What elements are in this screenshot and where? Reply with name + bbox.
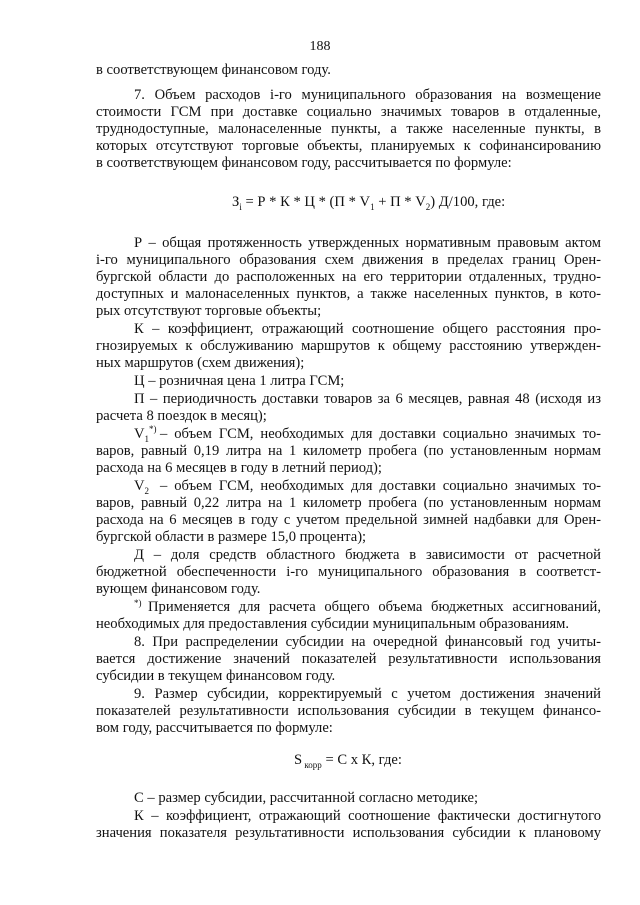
page-number: 188 [309, 39, 331, 54]
text-line: ных маршрутов (схем движения); [96, 355, 305, 371]
formula-s-corr: S $_{корр}$ = С х К, где: [294, 752, 402, 770]
text-line: в соответствующем финансовом году. [96, 62, 331, 78]
footnote-line: Применяется для расчета общего объема бюджетных ассигнований, [148, 599, 601, 615]
text-line: бургской области в размере 15,0 процента); [96, 529, 367, 545]
definition-s-line: С – размер субсидии, рассчитанной согласно методике; [134, 790, 479, 806]
text-line: вом году, рассчитывается по формуле: [96, 720, 333, 736]
text-line: которых отсутствуют торговые объекты, планируемых к софинансированию [96, 138, 601, 154]
text-line: в соответствующем финансовом году, рассчитывается по формуле: [96, 155, 512, 171]
definition-v1-line: – объем ГСМ, необходимых для доставки социально значимых то- [160, 426, 601, 442]
text-line: доступных и малонаселенных пунктов, а также населенных пунктов, в кото- [96, 286, 601, 302]
definition-c-line: Ц – розничная цена 1 литра ГСМ; [134, 373, 345, 389]
text-line: варов, равный 0,19 литра на 1 километр пробега (по установленным нормам [96, 443, 601, 459]
text-line: гнозируемых к обслуживанию маршрутов к общему расстоянию утвержден- [96, 338, 601, 354]
formula-z: $З_i = Р * К * Ц * (П * V_1 + П * V_2)$ Д/100, где: [232, 194, 506, 212]
text-line: варов, равный 0,22 литра на 1 километр пробега (по установленным нормам [96, 495, 601, 511]
definition-pi-line: П – периодичность доставки товаров за 6 месяцев, равная 48 (исходя из [134, 391, 601, 407]
text-line: рых отсутствуют торговые объекты; [96, 303, 322, 319]
text-line: расхода на 6 месяцев в году в летний период); [96, 460, 382, 476]
text-line: вующем финансовом году. [96, 581, 261, 597]
text-line: i-го муниципального образования схем движения в пределах границ Орен- [96, 252, 601, 268]
definition-k-line: К – коэффициент, отражающий соотношение общего расстояния про- [134, 321, 601, 337]
text-line: показателей результативности использования субсидии в текущем финансо- [96, 703, 601, 719]
text-line: расхода на 6 месяцев в году с учетом предельной зимней надбавки для Орен- [96, 512, 601, 528]
v2-symbol: $V_2$ [134, 478, 150, 496]
text-line: бургской области до расположенных на его территории отдаленных, трудно- [96, 269, 601, 285]
text-line: бюджетной обеспеченности i-го муниципального образования в соответст- [96, 564, 601, 580]
text-line: необходимых для предоставления субсидии муниципальным образованиям. [96, 616, 570, 632]
paragraph-8-line: 8. При распределении субсидии на очередной финансовый год учиты- [134, 634, 601, 650]
text-line: расчета 8 поездок в месяц); [96, 408, 267, 424]
paragraph-9-line: 9. Размер субсидии, корректируемый с учетом достижения значений [134, 686, 601, 702]
paragraph-7-line: 7. Объем расходов i-го муниципального образования на возмещение [134, 87, 601, 103]
text-line: значения показателя результативности использования субсидии к плановому [96, 825, 601, 841]
text-line: вается достижение значений показателей результативности использования [96, 651, 601, 667]
text-line: стоимости ГСМ при доставке социально значимых товаров в отдаленные, [96, 104, 601, 120]
footnote-mark: *) [134, 598, 142, 608]
definition-d-line: Д – доля средств областного бюджета в зависимости от расчетной [134, 547, 601, 563]
definition-p-line: Р – общая протяженность утвержденных нормативным правовым актом [134, 235, 601, 251]
text-line: труднодоступные, малонаселенные пункты, а также населенные пункты, в [96, 121, 601, 137]
v1-symbol: $V_1^{*)}$ [134, 424, 157, 444]
definition-k2-line: К – коэффициент, отражающий соотношение фактически достигнутого [134, 808, 601, 824]
text-line: субсидии в текущем финансовом году. [96, 668, 336, 684]
definition-v2-line: – объем ГСМ, необходимых для доставки социально значимых то- [160, 478, 601, 494]
